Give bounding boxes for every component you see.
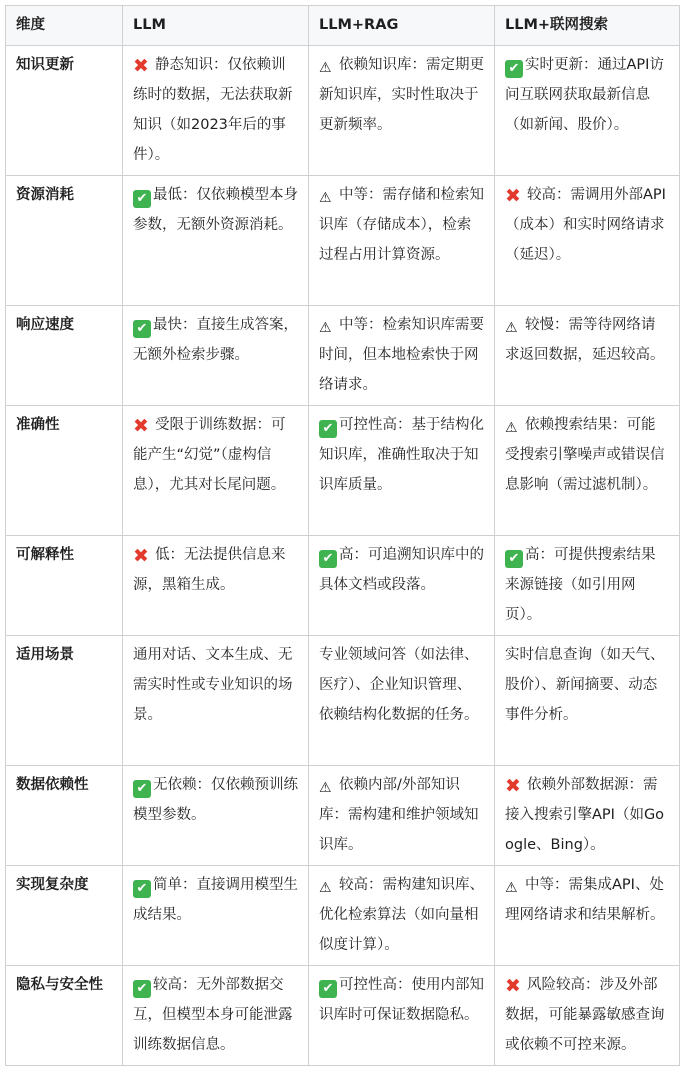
table-cell	[309, 176, 495, 306]
check-mark-icon: ✔	[133, 320, 151, 338]
table-cell	[309, 306, 495, 406]
row-dimension: 可解释性	[6, 536, 123, 636]
header-llm-web-search: LLM+联网搜索	[495, 6, 680, 46]
row-dimension: 适用场景	[6, 636, 123, 766]
table-cell	[495, 866, 680, 966]
table-cell	[123, 46, 309, 176]
cell-text: 静态知识：仅依赖训练时的数据，无法获取新知识（如2023年后的事件）。	[133, 57, 293, 163]
check-mark-icon: ✔	[319, 420, 337, 438]
cell-text: 最快：直接生成答案，无额外检索步骤。	[133, 317, 298, 363]
cell-text: 低：无法提供信息来源，黑箱生成。	[133, 547, 286, 593]
cell-text: 依赖内部/外部知识库：需构建和维护领域知识库。	[319, 777, 479, 853]
table-cell	[495, 636, 680, 766]
table-cell	[309, 766, 495, 866]
warning-icon: ⚠	[319, 60, 332, 76]
warning-icon: ⚠	[319, 320, 332, 336]
table-cell	[123, 306, 309, 406]
check-mark-icon: ✔	[133, 980, 151, 998]
cell-text: 依赖搜索结果：可能受搜索引擎噪声或错误信息影响（需过滤机制）。	[505, 417, 665, 493]
cross-mark-icon: ✖	[505, 185, 521, 207]
cell-text: 中等：检索知识库需要时间，但本地检索快于网络请求。	[319, 317, 484, 393]
table-row	[6, 406, 680, 536]
cell-text: 依赖知识库：需定期更新知识库，实时性取决于更新频率。	[319, 57, 484, 133]
cell-text: 高：可提供搜索结果来源链接（如引用网页）。	[505, 547, 656, 623]
check-mark-icon: ✔	[133, 190, 151, 208]
table-row	[6, 966, 680, 1066]
table-cell	[123, 176, 309, 306]
table-cell	[123, 766, 309, 866]
table-cell	[495, 766, 680, 866]
table-cell	[495, 306, 680, 406]
cell-text: 高：可追溯知识库中的具体文档或段落。	[319, 547, 484, 593]
cell-text: 中等：需存储和检索知识库（存储成本），检索过程占用计算资源。	[319, 187, 484, 263]
cell-text: 通用对话、文本生成、无需实时性或专业知识的场景。	[133, 647, 293, 723]
header-llm-rag: LLM+RAG	[309, 6, 495, 46]
cell-text: 可控性高：使用内部知识库时可保证数据隐私。	[319, 977, 484, 1023]
row-dimension: 隐私与安全性	[6, 966, 123, 1066]
table-row	[6, 46, 680, 176]
check-mark-icon: ✔	[505, 550, 523, 568]
table-cell	[123, 406, 309, 536]
table-cell	[309, 536, 495, 636]
table-cell	[123, 966, 309, 1066]
table-row	[6, 866, 680, 966]
warning-icon: ⚠	[505, 420, 518, 436]
cross-mark-icon: ✖	[133, 545, 149, 567]
cell-text: 专业领域问答（如法律、医疗）、企业知识管理、依赖结构化数据的任务。	[319, 647, 479, 723]
table-row	[6, 636, 680, 766]
warning-icon: ⚠	[319, 190, 332, 206]
row-dimension: 知识更新	[6, 46, 123, 176]
cell-text: 受限于训练数据：可能产生“幻觉”（虚构信息），尤其对长尾问题。	[133, 417, 286, 493]
cell-text: 最低：仅依赖模型本身参数，无额外资源消耗。	[133, 187, 298, 233]
cross-mark-icon: ✖	[505, 975, 521, 997]
table-cell	[123, 636, 309, 766]
header-dimension: 维度	[6, 6, 123, 46]
cell-text: 无依赖：仅依赖预训练模型参数。	[133, 777, 298, 823]
table-cell	[123, 866, 309, 966]
header-row	[6, 6, 680, 46]
table-cell	[495, 966, 680, 1066]
row-dimension: 准确性	[6, 406, 123, 536]
check-mark-icon: ✔	[319, 550, 337, 568]
table-cell	[309, 966, 495, 1066]
comparison-table	[5, 5, 680, 1066]
check-mark-icon: ✔	[505, 60, 523, 78]
row-dimension: 数据依赖性	[6, 766, 123, 866]
table-cell	[123, 536, 309, 636]
table-cell	[495, 406, 680, 536]
row-dimension: 响应速度	[6, 306, 123, 406]
cell-text: 风险较高：涉及外部数据，可能暴露敏感查询或依赖不可控来源。	[505, 977, 665, 1053]
cell-text: 较高：无外部数据交互，但模型本身可能泄露训练数据信息。	[133, 977, 293, 1053]
table-cell	[495, 176, 680, 306]
table-cell	[495, 536, 680, 636]
table-row	[6, 306, 680, 406]
cross-mark-icon: ✖	[133, 55, 149, 77]
cross-mark-icon: ✖	[505, 775, 521, 797]
table-row	[6, 766, 680, 866]
check-mark-icon: ✔	[133, 780, 151, 798]
table-cell	[495, 46, 680, 176]
warning-icon: ⚠	[319, 880, 332, 896]
warning-icon: ⚠	[505, 320, 518, 336]
cell-text: 较高：需调用外部API（成本）和实时网络请求（延迟）。	[505, 187, 666, 263]
cell-text: 简单：直接调用模型生成结果。	[133, 877, 298, 923]
warning-icon: ⚠	[505, 880, 518, 896]
cell-text: 较高：需构建知识库、优化检索算法（如向量相似度计算）。	[319, 877, 484, 953]
check-mark-icon: ✔	[319, 980, 337, 998]
table-cell	[309, 636, 495, 766]
cell-text: 可控性高：基于结构化知识库，准确性取决于知识库质量。	[319, 417, 484, 493]
row-dimension: 实现复杂度	[6, 866, 123, 966]
cell-text: 较慢：需等待网络请求返回数据，延迟较高。	[505, 317, 665, 363]
table-row	[6, 176, 680, 306]
cell-text: 中等：需集成API、处理网络请求和结果解析。	[505, 877, 665, 923]
table-body	[6, 46, 680, 1066]
cell-text: 实时更新：通过API访问互联网获取最新信息（如新闻、股价）。	[505, 57, 664, 133]
check-mark-icon: ✔	[133, 880, 151, 898]
table-cell	[309, 866, 495, 966]
cell-text: 依赖外部数据源：需接入搜索引擎API（如Google、Bing）。	[505, 777, 665, 853]
table-cell	[309, 46, 495, 176]
table-cell	[309, 406, 495, 536]
row-dimension: 资源消耗	[6, 176, 123, 306]
warning-icon: ⚠	[319, 780, 332, 796]
cell-text: 实时信息查询（如天气、股价）、新闻摘要、动态事件分析。	[505, 647, 665, 723]
header-llm: LLM	[123, 6, 309, 46]
table-row	[6, 536, 680, 636]
cross-mark-icon: ✖	[133, 415, 149, 437]
